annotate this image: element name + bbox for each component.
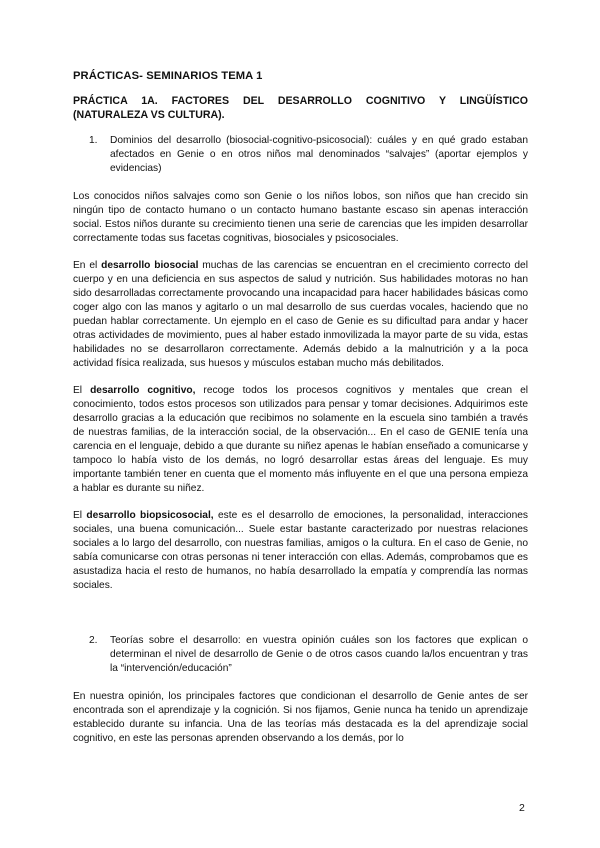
question-2-text: Teorías sobre el desarrollo: en vuestra opinión cuáles son los factores que explican o determinan el nivel de desarrollo de Genie o de otros casos cuando la/los encuentran y tras la “intervención/educación” [110, 635, 528, 674]
paragraph-opinion: En nuestra opinión, los principales factores que condicionan el desarrollo de Genie antes de ser encontrada son el aprendizaje y la cognición. Si nos fijamos, Genie nunca ha tenido un aprendizaje establecido durante su infancia. Una de las teorías más destacada es la del aprendizaje social cognitivo, en este las personas aprenden observando a los demás, por lo [73, 691, 528, 744]
document-title: PRÁCTICAS- SEMINARIOS TEMA 1 [73, 70, 263, 82]
practice-heading: PRÁCTICA 1A. FACTORES DEL DESARROLLO COGNITIVO Y LINGÜÍSTICO (NATURALEZA VS CULTURA). [73, 95, 528, 121]
psicosocial-term: desarrollo biopsicosocial, [86, 510, 214, 521]
question-1-number: 1. [89, 135, 98, 146]
page-content [73, 70, 528, 759]
page-number: 2 [519, 802, 525, 814]
paragraph-intro: Los conocidos niños salvajes como son Genie o los niños lobos, son niños que han crecido sin ningún tipo de contacto humano o un contacto humano bastante escaso sin apenas interacción social. Estos niños durante su crecimiento tienen una serie de carencias que les impiden desarrollar correctamente todas sus facetas cognitivas, biosociales y psicosociales. [73, 191, 528, 244]
cognitivo-lead: El [73, 385, 91, 396]
psicosocial-body: este es el desarrollo de emociones, la personalidad, interacciones sociales, una buena comunicación... Suele estar bastante caracterizado por nuestras relaciones sociales a lo largo del desarrollo, con nuestras familias, amigos o la cultura. En el caso de Genie, no sabía comunicarse con otras personas ni tener interacción con ellas. Además, comprobamos que es asustadiza hacia el resto de humanos, no había desarrollado la empatía y comprendía las normas sociales. [73, 510, 528, 591]
section-spacer [73, 606, 528, 634]
cognitivo-body: recoge todos los procesos cognitivos y mentales que crean el conocimiento, todos estos procesos son utilizados para pensar y tomar decisiones. Adquirimos este desarrollo gracias a la educación que recibimos no solamente en la escuela sino también a través de nuestras familias, de la interacción social, de la observación... En el caso de GENIE tenía una carencia en el lenguaje, debido a que durante su niñez apenas le habían enseñado a comunicarse y tampoco lo había visto de los demás, no logró desarrollar estas áreas del lenguaje. Es muy importante también tener en cuenta que el momento más influyente en el que una persona empieza a hablar es durante su niñez. [73, 385, 528, 494]
question-2-number: 2. [89, 635, 98, 646]
biosocial-body: muchas de las carencias se encuentran en el crecimiento correcto del cuerpo y en una deficiencia en sus aspectos de salud y nutrición. Sus habilidades motoras no han sido desarrolladas correctamente provocando una incapacidad para hacer habilidades básicas como coger algo con las manos y agitarlo o un mal desarrollo de sus cuerdas vocales, haciendo que no puedan hablar correctamente. Un ejemplo en el caso de Genie es su dificultad para andar y hacer otras actividades de movimiento, pues al haber estado inmovilizada la mayor parte de su vida, estas habilidades no se desarrollaron correctamente. Además debido a la malnutrición y a la poca actividad física realizada, sus huesos y músculos estaban mucho más debilitados. [73, 260, 528, 369]
biosocial-lead: En el [73, 260, 102, 271]
question-2 [73, 634, 528, 676]
biosocial-term: desarrollo biosocial [101, 260, 199, 271]
cognitivo-term: desarrollo cognitivo, [90, 385, 196, 396]
question-1 [73, 134, 528, 176]
psicosocial-lead: El [73, 510, 87, 521]
question-1-text: Dominios del desarrollo (biosocial-cognitivo-psicosocial): cuáles y en qué grado estaban afectados en Genie o en otros niños mal denominados “salvajes” (aportar ejemplos y evidencias) [110, 135, 528, 174]
paragraph-psicosocial [73, 509, 528, 593]
paragraph-biosocial [73, 259, 528, 371]
paragraph-cognitivo [73, 384, 528, 496]
